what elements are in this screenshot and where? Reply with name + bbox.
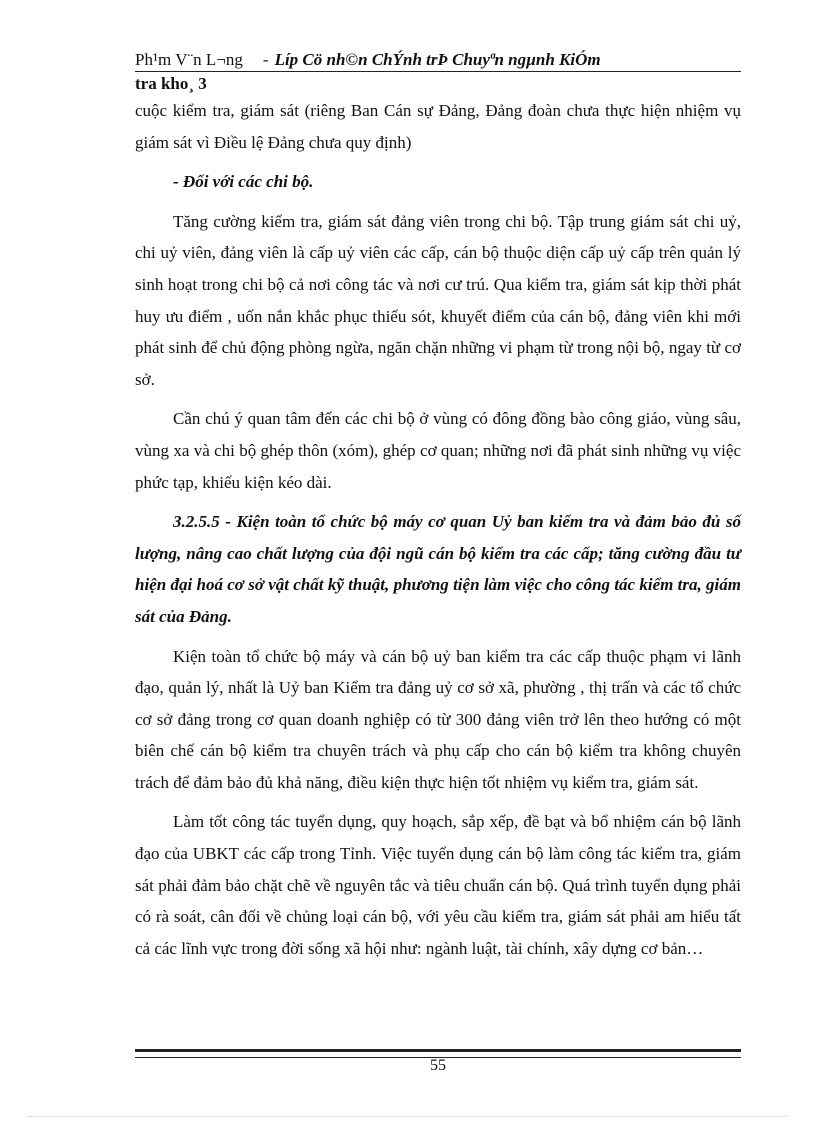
header-title: Líp Cö nh©n ChÝnh trÞ Chuyªn ngµnh KiÓm — [274, 50, 601, 69]
paragraph: Làm tốt công tác tuyển dụng, quy hoạch, sắp xếp, đề bạt và bổ nhiệm cán bộ lãnh đạo của UBKT các cấp trong Tỉnh. Việc tuyển dụng cán bộ làm công tác kiểm tra, giám sát phải đảm bảo chặt chẽ về nguyên tắc và tiêu chuẩn cán bộ. Quá trình tuyển dụng phải có rà soát, cân đối về chủng loại cán bộ, với yêu cầu kiểm tra, giám sát phải am hiểu tất cả các lĩnh vực trong đời sống xã hội như: ngành luật, tài chính, xây dựng cơ bản… — [135, 812, 741, 958]
paragraph: Cần chú ý quan tâm đến các chi bộ ở vùng có đông đồng bào công giáo, vùng sâu, vùng xa và chi bộ ghép thôn (xóm), ghép cơ quan; những nơi đã phát sinh những vụ việc phức tạp, khiếu kiện kéo dài. — [135, 409, 741, 492]
subheading-chi-bo: - Đối với các chi bộ. — [173, 172, 314, 192]
paragraph-continuation: cuộc kiểm tra, giám sát (riêng Ban Cán sự Đảng, Đảng đoàn chưa thực hiện nhiệm vụ giám sát vì Điều lệ Đảng chưa quy định) — [135, 101, 741, 152]
section-heading-3-2-5-5: 3.2.5.5 - Kiện toàn tổ chức bộ máy cơ quan Uỷ ban kiểm tra và đảm bảo đủ số lượng, nâng cao chất lượng của đội ngũ cán bộ kiểm tra các cấp; tăng cường đầu tư hiện đại hoá cơ sở vật chất kỹ thuật, phương tiện làm việc cho công tác kiểm tra, giám sát của Đảng. — [135, 512, 741, 626]
document-body — [135, 95, 741, 964]
header-separator: - — [262, 50, 269, 69]
paragraph: Tăng cường kiểm tra, giám sát đảng viên trong chi bộ. Tập trung giám sát chi uỷ, chi uỷ viên, đảng viên là cấp uỷ viên các cấp, cán bộ thuộc diện cấp uỷ cấp trên quản lý sinh hoạt trong chi bộ cả nơi công tác và nơi cư trú. Qua kiểm tra, giám sát kịp thời phát huy ưu điểm , uốn nắn khắc phục thiếu sót, khuyết điểm của cán bộ, đảng viên khi mới phát sinh để chủ động phòng ngừa, ngăn chặn những vi phạm từ trong nội bộ, ngay từ cơ sở. — [135, 211, 741, 389]
page-number: 55 — [430, 1057, 446, 1074]
header-author: Ph¹m V¨n L¬ng — [135, 50, 243, 69]
paragraph: Kiện toàn tổ chức bộ máy và cán bộ uỷ ban kiểm tra các cấp thuộc phạm vi lãnh đạo, quản lý, nhất là Uỷ ban Kiểm tra đảng uỷ cơ sở xã, phường , thị trấn và các tổ chức cơ sở đảng trong cơ quan doanh nghiệp có từ 300 đảng viên trở lên theo hướng có một biên chế cán bộ kiểm tra chuyên trách và phụ cấp cho cán bộ kiểm tra không chuyên trách để đảm bảo đủ khả năng, điều kiện thực hiện tốt nhiệm vụ kiểm tra, giám sát. — [135, 646, 741, 792]
header-title-continuation: tra kho¸ 3 — [135, 74, 207, 93]
page-boundary — [28, 1116, 788, 1117]
header-line — [135, 50, 741, 72]
running-header — [135, 50, 741, 94]
